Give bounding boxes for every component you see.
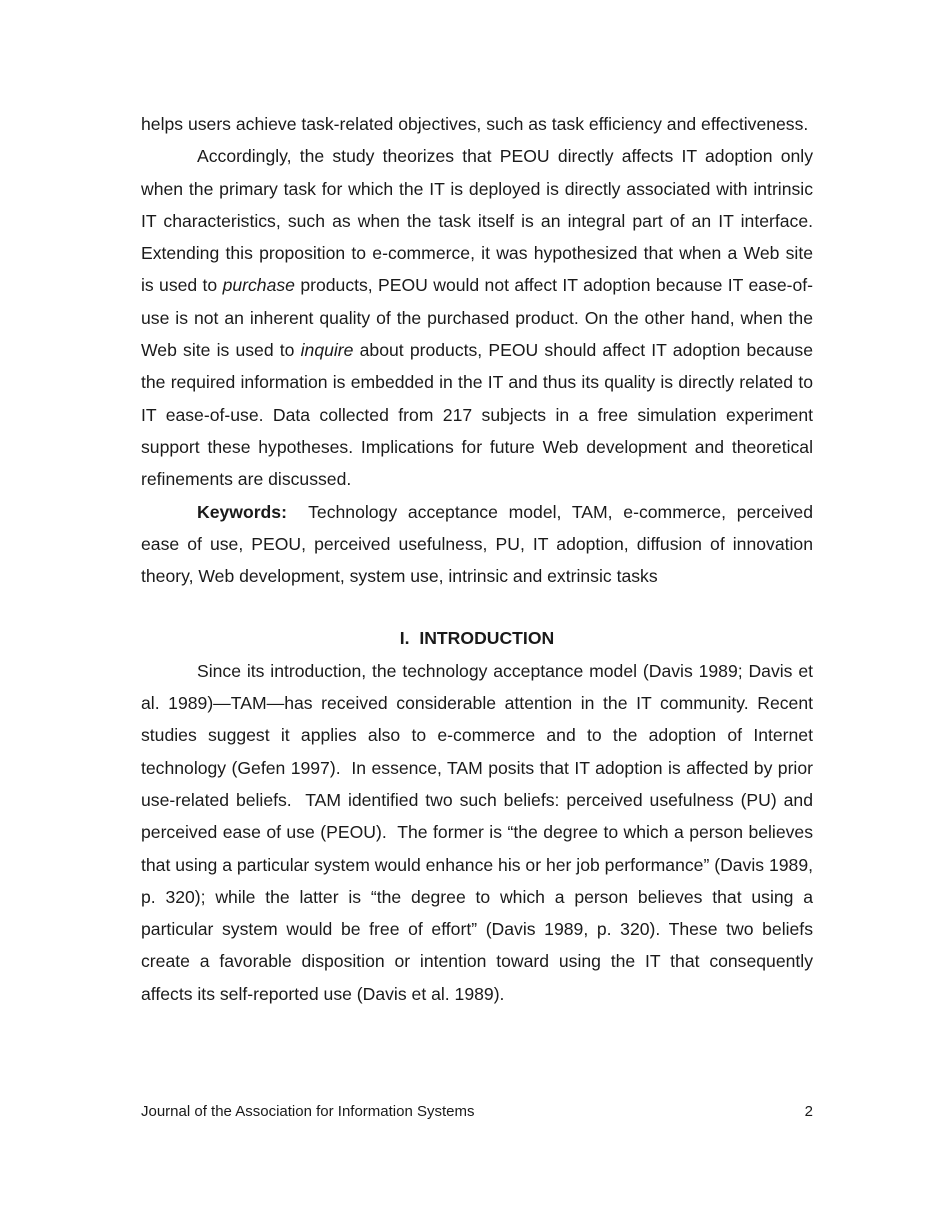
emphasis-inquire: inquire: [300, 340, 354, 361]
page-body: [141, 108, 818, 1010]
paragraph-hypotheses-part-a: Accordingly, the study theorizes that PEOU directly affects IT adoption only when the primary task for which the IT is deployed is directly associated with intrinsic IT characteristics, such as when the task itself is an integral part of an IT interface. Extending this proposition to e-commerce, it was hypothesized that when a Web site is used to: [141, 146, 813, 296]
paragraph-introduction: Since its introduction, the technology acceptance model (Davis 1989; Davis et al. 1989)—TAM—has received considerable attention in the IT community. Recent studies suggest it applies also to e-commerce and to the adoption of Internet technology (Gefen 1997). In essence, TAM posits that IT adoption is affected by prior use-related beliefs. TAM identified two such beliefs: perceived usefulness (PU) and perceived ease of use (PEOU). The former is “the degree to which a person believes that using a particular system would enhance his or her job performance” (Davis 1989, p. 320); while the latter is “the degree to which a person believes that using a particular system would be free of effort” (Davis 1989, p. 320). These two beliefs create a favorable disposition or intention toward using the IT that consequently affects its self-reported use (Davis et al. 1989).: [141, 660, 818, 1004]
footer-page-number: 2: [804, 1103, 813, 1120]
section-heading-introduction: I. INTRODUCTION: [399, 628, 555, 649]
paragraph-hypotheses-part-b: products, PEOU would not affect IT adoption because IT ease-of-use is not an inherent quality of the purchased product. On the other hand, when the Web site is used to: [141, 275, 813, 361]
keywords-label: Keywords:: [197, 501, 287, 522]
paragraph-continuation: helps users achieve task-related objectives, such as task efficiency and effectiveness.: [141, 114, 809, 134]
footer-journal-name: Journal of the Association for Information Systems: [141, 1103, 475, 1120]
paragraph-hypotheses: [141, 140, 813, 495]
emphasis-purchase: purchase: [222, 275, 295, 296]
keywords-text: Technology acceptance model, TAM, e-commerce, perceived ease of use, PEOU, perceived usefulness, PU, IT adoption, diffusion of innovation theory, Web development, system use, intrinsic and extrinsic tasks: [141, 501, 818, 587]
page-footer: [141, 1101, 813, 1123]
keywords-paragraph: [141, 496, 818, 593]
paragraph-hypotheses-part-c: about products, PEOU should affect IT adoption because the required information is embedded in the IT and thus its quality is directly related to IT ease-of-use. Data collected from 217 subjects in a free simulation experiment support these hypotheses. Implications for future Web development and theoretical refinements are discussed.: [141, 340, 813, 490]
